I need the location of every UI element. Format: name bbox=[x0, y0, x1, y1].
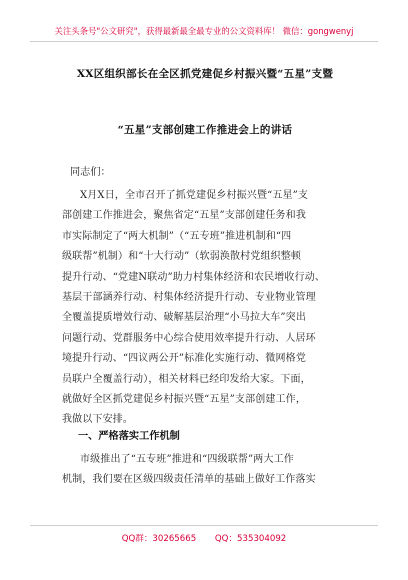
paragraph-line: 部创建工作推进会，聚焦省定“五星”支部创建任务和我 bbox=[62, 210, 306, 222]
footer-qq-group: QQ群：30265665 bbox=[121, 534, 197, 544]
salutation: 同志们： bbox=[70, 167, 111, 178]
footer-divider bbox=[30, 525, 378, 526]
paragraph-line: X月X日，全市召开了抓党建促乡村振兴暨“五星”支 bbox=[80, 190, 309, 201]
paragraph-line: 基层干部涵养行动、村集体经济提升行动、专业物业管理 bbox=[62, 291, 316, 303]
paragraph-line: 问题行动、党群服务中心综合使用效率提升行动、人居环 bbox=[62, 332, 316, 344]
document-title-line-1: XX区组织部长在全区抓党建促乡村振兴暨“五星”支暨 bbox=[76, 68, 334, 80]
footer-qq-number: QQ：535304092 bbox=[214, 534, 287, 544]
paragraph-line: 级联帮”机制）和“十大行动”（软弱涣散村党组织整顿 bbox=[62, 251, 302, 263]
header-banner: 关注头条号"公文研究"，获得最新最全最专业的公文资料库！ 微信：gongwenyj bbox=[54, 26, 354, 36]
paragraph-line: 员联户全覆盖行动），相关材料已经印发给大家。下面， bbox=[62, 373, 311, 385]
paragraph-line: 境提升行动、“四议两公开”标准化实施行动、微网格党 bbox=[62, 353, 306, 365]
paragraph-line: 市实际制定了“两大机制”（“五专班”推进机制和“四 bbox=[62, 230, 292, 242]
paragraph-line: 提升行动、“党建N联动”助力村集体经济和农民增收行动、 bbox=[62, 271, 326, 283]
header-divider bbox=[30, 41, 378, 42]
document-title-line-2: “五星”支部创建工作推进会上的讲话 bbox=[117, 124, 293, 136]
paragraph-1 bbox=[62, 186, 362, 431]
paragraph-line: 机制，我们要在区级四级责任清单的基础上做好工作落实 bbox=[62, 474, 316, 486]
paragraph-line: 市级推出了“五专班”推进和“四级联帮”两大工作 bbox=[80, 454, 294, 465]
paragraph-line: 就做好全区抓党建促乡村振兴暨“五星”支部创建工作， bbox=[62, 393, 306, 405]
footer-contact bbox=[30, 532, 378, 544]
paragraph-line: 全覆盖提质增效行动、破解基层治理“小马拉大车”突出 bbox=[62, 312, 306, 324]
paragraph-line: 我做以下安排。 bbox=[62, 414, 134, 426]
paragraph-2 bbox=[62, 450, 362, 491]
section-1-heading: 一、严格落实工作机制 bbox=[78, 430, 180, 442]
